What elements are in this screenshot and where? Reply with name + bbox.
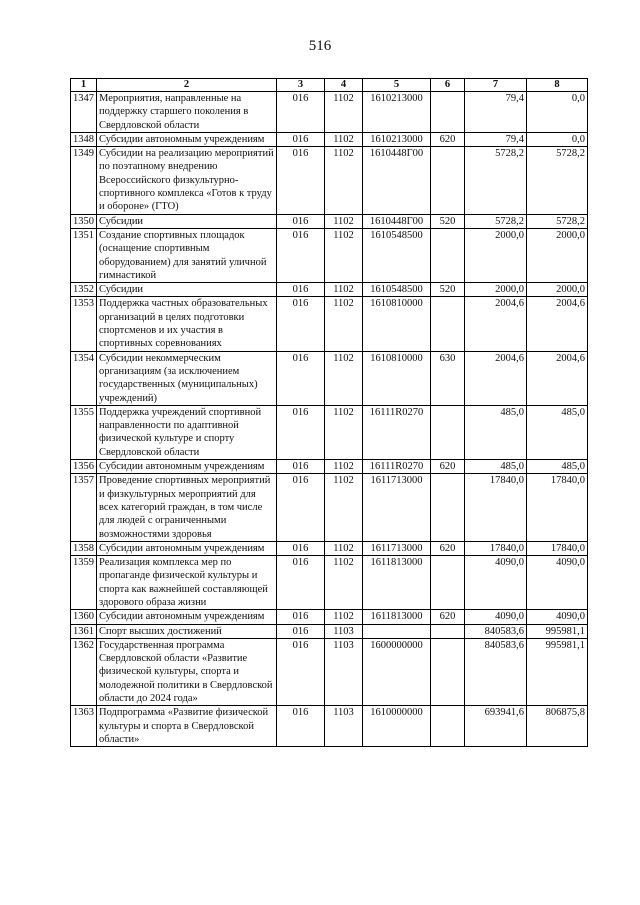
- department-code-cell: 016: [277, 283, 325, 297]
- amount-col8-cell: 2000,0: [527, 228, 588, 282]
- expense-type-cell: [431, 624, 465, 638]
- amount-col8-cell: 485,0: [527, 405, 588, 459]
- amount-col7-cell: 485,0: [465, 405, 527, 459]
- item-name-cell: Спорт высших достижений: [97, 624, 277, 638]
- section-code-cell: 1103: [325, 638, 363, 705]
- expense-type-cell: [431, 474, 465, 541]
- target-article-cell: 1611813000: [363, 556, 431, 610]
- section-code-cell: 1103: [325, 706, 363, 747]
- department-code-cell: 016: [277, 214, 325, 228]
- amount-col7-cell: 2004,6: [465, 351, 527, 405]
- target-article-cell: 1610213000: [363, 132, 431, 146]
- section-code-cell: 1102: [325, 541, 363, 555]
- expense-type-cell: 630: [431, 351, 465, 405]
- table-row: [71, 132, 588, 146]
- item-name-cell: Субсидии автономным учреждениям: [97, 610, 277, 624]
- table-row: [71, 474, 588, 541]
- row-number-cell: 1352: [71, 283, 97, 297]
- expense-type-cell: [431, 147, 465, 214]
- header-row: [71, 79, 588, 92]
- expense-type-cell: [431, 297, 465, 351]
- expense-type-cell: 520: [431, 283, 465, 297]
- target-article-cell: 1611813000: [363, 610, 431, 624]
- row-number-cell: 1360: [71, 610, 97, 624]
- target-article-cell: 1610548500: [363, 228, 431, 282]
- section-code-cell: 1102: [325, 228, 363, 282]
- expense-type-cell: [431, 556, 465, 610]
- amount-col7-cell: 79,4: [465, 92, 527, 133]
- amount-col7-cell: 2000,0: [465, 283, 527, 297]
- expense-type-cell: 620: [431, 460, 465, 474]
- header-cell: 1: [71, 79, 97, 92]
- item-name-cell: Субсидии: [97, 283, 277, 297]
- item-name-cell: Реализация комплекса мер по пропаганде физической культуры и спорта как важнейшей составляющей здорового образа жизни: [97, 556, 277, 610]
- table-row: [71, 460, 588, 474]
- target-article-cell: 1610810000: [363, 351, 431, 405]
- amount-col7-cell: 79,4: [465, 132, 527, 146]
- item-name-cell: Субсидии на реализацию мероприятий по поэтапному внедрению Всероссийского физкультурно-спортивного комплекса «Готов к труду и обороне» (ГТО): [97, 147, 277, 214]
- item-name-cell: Мероприятия, направленные на поддержку старшего поколения в Свердловской области: [97, 92, 277, 133]
- target-article-cell: 16111R0270: [363, 460, 431, 474]
- amount-col7-cell: 2004,6: [465, 297, 527, 351]
- amount-col8-cell: 5728,2: [527, 214, 588, 228]
- department-code-cell: 016: [277, 297, 325, 351]
- item-name-cell: Субсидии автономным учреждениям: [97, 132, 277, 146]
- expense-type-cell: [431, 706, 465, 747]
- amount-col7-cell: 485,0: [465, 460, 527, 474]
- row-number-cell: 1351: [71, 228, 97, 282]
- amount-col8-cell: 995981,1: [527, 624, 588, 638]
- item-name-cell: Субсидии: [97, 214, 277, 228]
- section-code-cell: 1102: [325, 351, 363, 405]
- target-article-cell: 1600000000: [363, 638, 431, 705]
- expense-type-cell: [431, 228, 465, 282]
- table-row: [71, 610, 588, 624]
- expense-type-cell: 620: [431, 541, 465, 555]
- expense-type-cell: 620: [431, 132, 465, 146]
- row-number-cell: 1361: [71, 624, 97, 638]
- row-number-cell: 1357: [71, 474, 97, 541]
- amount-col8-cell: 17840,0: [527, 474, 588, 541]
- expense-type-cell: 620: [431, 610, 465, 624]
- row-number-cell: 1353: [71, 297, 97, 351]
- amount-col7-cell: 840583,6: [465, 638, 527, 705]
- item-name-cell: Субсидии автономным учреждениям: [97, 460, 277, 474]
- section-code-cell: 1103: [325, 624, 363, 638]
- row-number-cell: 1355: [71, 405, 97, 459]
- item-name-cell: Государственная программа Свердловской области «Развитие физической культуры, спорта и молодежной политики в Свердловской области до 2024 года»: [97, 638, 277, 705]
- table-row: [71, 351, 588, 405]
- target-article-cell: 1610448Г00: [363, 214, 431, 228]
- amount-col8-cell: 4090,0: [527, 556, 588, 610]
- amount-col8-cell: 806875,8: [527, 706, 588, 747]
- table-row: [71, 556, 588, 610]
- amount-col7-cell: 5728,2: [465, 147, 527, 214]
- amount-col7-cell: 4090,0: [465, 556, 527, 610]
- department-code-cell: 016: [277, 92, 325, 133]
- amount-col8-cell: 2004,6: [527, 297, 588, 351]
- target-article-cell: 1610548500: [363, 283, 431, 297]
- section-code-cell: 1102: [325, 405, 363, 459]
- section-code-cell: 1102: [325, 214, 363, 228]
- amount-col7-cell: 5728,2: [465, 214, 527, 228]
- row-number-cell: 1354: [71, 351, 97, 405]
- table-row: [71, 405, 588, 459]
- target-article-cell: 1610000000: [363, 706, 431, 747]
- target-article-cell: 1611713000: [363, 474, 431, 541]
- expense-type-cell: [431, 92, 465, 133]
- row-number-cell: 1363: [71, 706, 97, 747]
- section-code-cell: 1102: [325, 474, 363, 541]
- table-row: [71, 541, 588, 555]
- amount-col8-cell: 485,0: [527, 460, 588, 474]
- row-number-cell: 1359: [71, 556, 97, 610]
- header-cell: 3: [277, 79, 325, 92]
- amount-col7-cell: 4090,0: [465, 610, 527, 624]
- section-code-cell: 1102: [325, 460, 363, 474]
- header-cell: 6: [431, 79, 465, 92]
- department-code-cell: 016: [277, 460, 325, 474]
- section-code-cell: 1102: [325, 610, 363, 624]
- amount-col8-cell: 0,0: [527, 92, 588, 133]
- amount-col8-cell: 995981,1: [527, 638, 588, 705]
- department-code-cell: 016: [277, 541, 325, 555]
- row-number-cell: 1362: [71, 638, 97, 705]
- budget-table: [70, 78, 588, 747]
- target-article-cell: 1610448Г00: [363, 147, 431, 214]
- amount-col8-cell: 5728,2: [527, 147, 588, 214]
- target-article-cell: 1610810000: [363, 297, 431, 351]
- department-code-cell: 016: [277, 624, 325, 638]
- table-row: [71, 297, 588, 351]
- amount-col7-cell: 693941,6: [465, 706, 527, 747]
- section-code-cell: 1102: [325, 147, 363, 214]
- section-code-cell: 1102: [325, 297, 363, 351]
- section-code-cell: 1102: [325, 92, 363, 133]
- row-number-cell: 1348: [71, 132, 97, 146]
- amount-col7-cell: 840583,6: [465, 624, 527, 638]
- item-name-cell: Проведение спортивных мероприятий и физкультурных мероприятий для всех категорий граждан, в том числе для людей с ограниченными возможностями здоровья: [97, 474, 277, 541]
- target-article-cell: 1610213000: [363, 92, 431, 133]
- amount-col8-cell: 2000,0: [527, 283, 588, 297]
- table-row: [71, 147, 588, 214]
- department-code-cell: 016: [277, 405, 325, 459]
- table-row: [71, 706, 588, 747]
- target-article-cell: [363, 624, 431, 638]
- section-code-cell: 1102: [325, 132, 363, 146]
- department-code-cell: 016: [277, 638, 325, 705]
- amount-col8-cell: 4090,0: [527, 610, 588, 624]
- row-number-cell: 1356: [71, 460, 97, 474]
- header-cell: 4: [325, 79, 363, 92]
- row-number-cell: 1358: [71, 541, 97, 555]
- item-name-cell: Субсидии автономным учреждениям: [97, 541, 277, 555]
- table-row: [71, 228, 588, 282]
- header-cell: 7: [465, 79, 527, 92]
- expense-type-cell: [431, 638, 465, 705]
- department-code-cell: 016: [277, 351, 325, 405]
- department-code-cell: 016: [277, 556, 325, 610]
- department-code-cell: 016: [277, 474, 325, 541]
- target-article-cell: 16111R0270: [363, 405, 431, 459]
- amount-col8-cell: 2004,6: [527, 351, 588, 405]
- item-name-cell: Поддержка частных образовательных организаций в целях подготовки спортсменов и их участия в спортивных соревнованиях: [97, 297, 277, 351]
- section-code-cell: 1102: [325, 556, 363, 610]
- row-number-cell: 1347: [71, 92, 97, 133]
- section-code-cell: 1102: [325, 283, 363, 297]
- row-number-cell: 1350: [71, 214, 97, 228]
- target-article-cell: 1611713000: [363, 541, 431, 555]
- department-code-cell: 016: [277, 706, 325, 747]
- item-name-cell: Создание спортивных площадок (оснащение спортивным оборудованием) для занятий уличной гимнастикой: [97, 228, 277, 282]
- department-code-cell: 016: [277, 228, 325, 282]
- amount-col7-cell: 17840,0: [465, 474, 527, 541]
- item-name-cell: Подпрограмма «Развитие физической культуры и спорта в Свердловской области»: [97, 706, 277, 747]
- amount-col7-cell: 17840,0: [465, 541, 527, 555]
- item-name-cell: Поддержка учреждений спортивной направленности по адаптивной физической культуре и спорту Свердловской области: [97, 405, 277, 459]
- table-row: [71, 638, 588, 705]
- amount-col7-cell: 2000,0: [465, 228, 527, 282]
- table-row: [71, 283, 588, 297]
- table-row: [71, 92, 588, 133]
- expense-type-cell: 520: [431, 214, 465, 228]
- table-row: [71, 214, 588, 228]
- item-name-cell: Субсидии некоммерческим организациям (за исключением государственных (муниципальных) учреждений): [97, 351, 277, 405]
- amount-col8-cell: 17840,0: [527, 541, 588, 555]
- amount-col8-cell: 0,0: [527, 132, 588, 146]
- header-cell: 5: [363, 79, 431, 92]
- page-number: 516: [308, 38, 332, 54]
- table-row: [71, 624, 588, 638]
- row-number-cell: 1349: [71, 147, 97, 214]
- department-code-cell: 016: [277, 147, 325, 214]
- header-cell: 8: [527, 79, 588, 92]
- department-code-cell: 016: [277, 610, 325, 624]
- header-cell: 2: [97, 79, 277, 92]
- department-code-cell: 016: [277, 132, 325, 146]
- expense-type-cell: [431, 405, 465, 459]
